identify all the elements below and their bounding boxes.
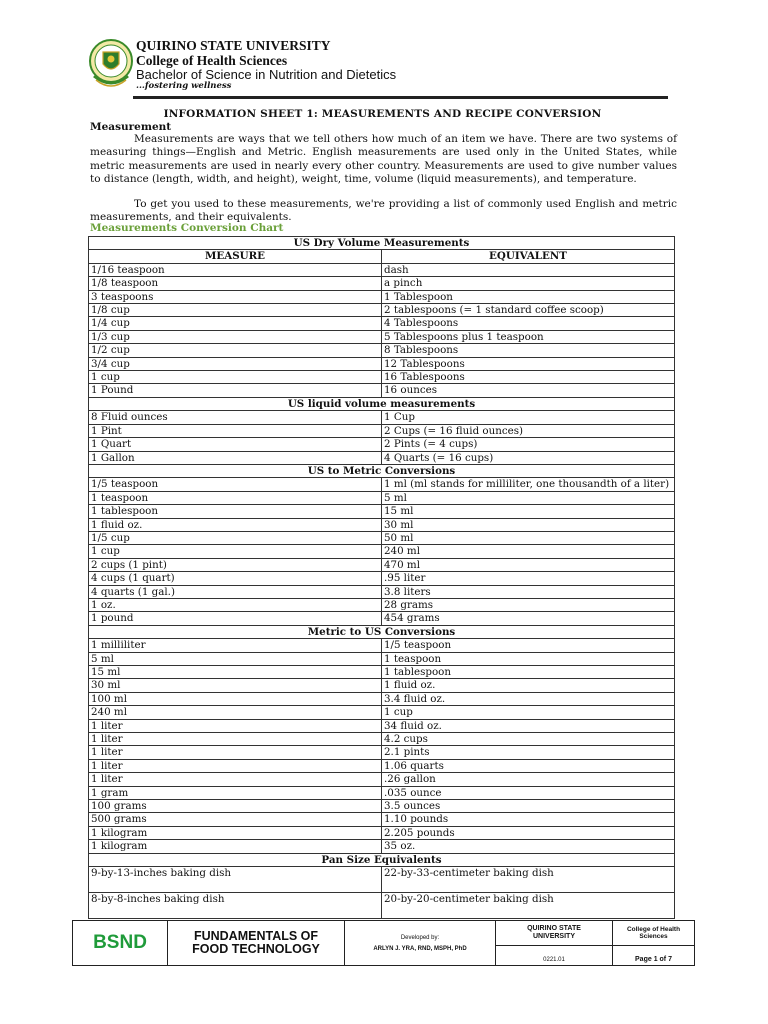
developed-by-label: Developed by: bbox=[400, 934, 440, 941]
table-row bbox=[89, 572, 675, 585]
measure-cell: 8 Fluid ounces bbox=[89, 411, 382, 424]
equivalent-cell: 28 grams bbox=[382, 598, 675, 611]
program-name: Bachelor of Science in Nutrition and Dietetics bbox=[136, 67, 397, 82]
table-row bbox=[89, 371, 675, 384]
equivalent-cell: dash bbox=[382, 263, 675, 276]
equivalent-cell: .035 ounce bbox=[382, 786, 675, 799]
table-row bbox=[89, 746, 675, 759]
table-row bbox=[89, 719, 675, 732]
measure-cell: 1 gram bbox=[89, 786, 382, 799]
college-name: College of Health Sciences bbox=[136, 53, 288, 68]
table-row bbox=[89, 759, 675, 772]
table-row bbox=[89, 304, 675, 317]
section-header-row bbox=[89, 397, 675, 410]
measure-column-header: MEASURE bbox=[89, 250, 382, 263]
table-row bbox=[89, 813, 675, 826]
table-row bbox=[89, 451, 675, 464]
table-row bbox=[89, 545, 675, 558]
footer-university-line2: UNIVERSITY bbox=[532, 933, 575, 940]
footer-table bbox=[72, 920, 695, 966]
table-row bbox=[89, 867, 675, 893]
equivalent-cell: 1.10 pounds bbox=[382, 813, 675, 826]
table-row bbox=[89, 344, 675, 357]
measure-cell: 9-by-13-inches baking dish bbox=[89, 867, 382, 893]
section-title: Pan Size Equivalents bbox=[89, 853, 675, 866]
developer-cell bbox=[345, 921, 496, 966]
section-header-row bbox=[89, 464, 675, 477]
equivalent-cell: 20-by-20-centimeter baking dish bbox=[382, 893, 675, 919]
equivalent-cell: 1 fluid oz. bbox=[382, 679, 675, 692]
program-code-cell bbox=[73, 921, 168, 966]
equivalent-cell: 1 teaspoon bbox=[382, 652, 675, 665]
measure-cell: 1 teaspoon bbox=[89, 491, 382, 504]
course-title-line2: FOOD TECHNOLOGY bbox=[192, 942, 320, 956]
measure-cell: 1 cup bbox=[89, 545, 382, 558]
equivalent-cell: 8 Tablespoons bbox=[382, 344, 675, 357]
measure-cell: 15 ml bbox=[89, 666, 382, 679]
table-row bbox=[89, 652, 675, 665]
table-row bbox=[89, 706, 675, 719]
table-row bbox=[89, 893, 675, 919]
measure-cell: 30 ml bbox=[89, 679, 382, 692]
measure-cell: 1 cup bbox=[89, 371, 382, 384]
equivalent-cell: 2.1 pints bbox=[382, 746, 675, 759]
table-row bbox=[89, 531, 675, 544]
footer-university-line1: QUIRINO STATE bbox=[527, 925, 581, 932]
header-divider bbox=[133, 96, 668, 99]
university-name: QUIRINO STATE UNIVERSITY bbox=[136, 38, 331, 53]
measure-cell: 1 pound bbox=[89, 612, 382, 625]
equivalent-cell: 1 tablespoon bbox=[382, 666, 675, 679]
equivalent-cell: 3.4 fluid oz. bbox=[382, 692, 675, 705]
equivalent-cell: 240 ml bbox=[382, 545, 675, 558]
equivalent-cell: 12 Tablespoons bbox=[382, 357, 675, 370]
equivalent-cell: 50 ml bbox=[382, 531, 675, 544]
program-code: BSND bbox=[93, 932, 147, 953]
equivalent-cell: 16 Tablespoons bbox=[382, 371, 675, 384]
measure-cell: 1 Pint bbox=[89, 424, 382, 437]
measure-cell: 1 Quart bbox=[89, 438, 382, 451]
footer-college-line1: College of Health bbox=[626, 925, 681, 933]
equivalent-cell: .95 liter bbox=[382, 572, 675, 585]
table-row bbox=[89, 277, 675, 290]
measure-cell: 1 liter bbox=[89, 773, 382, 786]
measure-cell: 1 liter bbox=[89, 759, 382, 772]
section-heading: Measurement bbox=[90, 121, 172, 133]
measure-cell: 1 Gallon bbox=[89, 451, 382, 464]
equivalent-cell: 2 Pints (= 4 cups) bbox=[382, 438, 675, 451]
measure-cell: 1 liter bbox=[89, 733, 382, 746]
table-row bbox=[89, 692, 675, 705]
table-row bbox=[89, 826, 675, 839]
table-row bbox=[89, 612, 675, 625]
table-row bbox=[89, 478, 675, 491]
table-row bbox=[89, 290, 675, 303]
table-row bbox=[89, 330, 675, 343]
measure-cell: 1/16 teaspoon bbox=[89, 263, 382, 276]
equivalent-cell: 4.2 cups bbox=[382, 733, 675, 746]
table-row bbox=[89, 598, 675, 611]
measure-cell: 1 fluid oz. bbox=[89, 518, 382, 531]
equivalent-cell: 1 Cup bbox=[382, 411, 675, 424]
university-seal-logo bbox=[88, 36, 134, 94]
table-row bbox=[89, 438, 675, 451]
table-row bbox=[89, 505, 675, 518]
table-row bbox=[89, 840, 675, 853]
section-title: Metric to US Conversions bbox=[89, 625, 675, 638]
page-number-cell bbox=[613, 946, 695, 966]
table-row bbox=[89, 786, 675, 799]
table-row bbox=[89, 558, 675, 571]
intro-paragraph-2: To get you used to these measurements, we're providing a list of commonly used English and metric measurements, and their equivalents. bbox=[90, 198, 677, 224]
equivalent-cell: 2.205 pounds bbox=[382, 826, 675, 839]
measure-cell: 100 grams bbox=[89, 800, 382, 813]
university-cell bbox=[496, 921, 613, 946]
equivalent-cell: 2 tablespoons (= 1 standard coffee scoop) bbox=[382, 304, 675, 317]
footer-college-line2: Sciences bbox=[639, 933, 668, 940]
equivalent-cell: 4 Tablespoons bbox=[382, 317, 675, 330]
measure-cell: 1/8 teaspoon bbox=[89, 277, 382, 290]
section-header-row bbox=[89, 853, 675, 866]
equivalent-cell: 3.8 liters bbox=[382, 585, 675, 598]
measure-cell: 240 ml bbox=[89, 706, 382, 719]
equivalent-cell: 3.5 ounces bbox=[382, 800, 675, 813]
table-row bbox=[89, 384, 675, 397]
chart-heading: Measurements Conversion Chart bbox=[90, 222, 284, 234]
measure-cell: 1 Pound bbox=[89, 384, 382, 397]
table-row bbox=[89, 263, 675, 276]
section-title: US to Metric Conversions bbox=[89, 464, 675, 477]
equivalent-cell: 1.06 quarts bbox=[382, 759, 675, 772]
measure-cell: 1/8 cup bbox=[89, 304, 382, 317]
equivalent-cell: 1/5 teaspoon bbox=[382, 639, 675, 652]
table-row bbox=[89, 411, 675, 424]
equivalent-cell: a pinch bbox=[382, 277, 675, 290]
measure-cell: 5 ml bbox=[89, 652, 382, 665]
tagline: ...fostering wellness bbox=[136, 81, 232, 91]
table-row bbox=[89, 666, 675, 679]
equivalent-cell: 34 fluid oz. bbox=[382, 719, 675, 732]
document-code: 0221.01 bbox=[543, 957, 565, 963]
table-row bbox=[89, 424, 675, 437]
measure-cell: 1 kilogram bbox=[89, 826, 382, 839]
equivalent-cell: 1 cup bbox=[382, 706, 675, 719]
measure-cell: 1 milliliter bbox=[89, 639, 382, 652]
measure-cell: 500 grams bbox=[89, 813, 382, 826]
equivalent-cell: 5 Tablespoons plus 1 teaspoon bbox=[382, 330, 675, 343]
table-row bbox=[89, 679, 675, 692]
equivalent-cell: .26 gallon bbox=[382, 773, 675, 786]
developer-name: ARLYN J. YRA, RND, MSPH, PhD bbox=[373, 945, 467, 952]
equivalent-cell: 16 ounces bbox=[382, 384, 675, 397]
table-row bbox=[89, 317, 675, 330]
equivalent-column-header: EQUIVALENT bbox=[382, 250, 675, 263]
measure-cell: 1/3 cup bbox=[89, 330, 382, 343]
table-row bbox=[89, 800, 675, 813]
section-title: US Dry Volume Measurements bbox=[89, 237, 675, 250]
measure-cell: 1 liter bbox=[89, 746, 382, 759]
equivalent-cell: 15 ml bbox=[382, 505, 675, 518]
course-title-line1: FUNDAMENTALS OF bbox=[193, 929, 319, 943]
equivalent-cell: 22-by-33-centimeter baking dish bbox=[382, 867, 675, 893]
equivalent-cell: 470 ml bbox=[382, 558, 675, 571]
column-header-row bbox=[89, 250, 675, 263]
table-row bbox=[89, 491, 675, 504]
measure-cell: 1/5 cup bbox=[89, 531, 382, 544]
measure-cell: 1/5 teaspoon bbox=[89, 478, 382, 491]
doc-code-cell bbox=[496, 946, 613, 966]
equivalent-cell: 1 Tablespoon bbox=[382, 290, 675, 303]
equivalent-cell: 2 Cups (= 16 fluid ounces) bbox=[382, 424, 675, 437]
measure-cell: 1 liter bbox=[89, 719, 382, 732]
equivalent-cell: 30 ml bbox=[382, 518, 675, 531]
measure-cell: 3/4 cup bbox=[89, 357, 382, 370]
measure-cell: 2 cups (1 pint) bbox=[89, 558, 382, 571]
section-header-row bbox=[89, 237, 675, 250]
measure-cell: 3 teaspoons bbox=[89, 290, 382, 303]
table-row bbox=[89, 357, 675, 370]
equivalent-cell: 454 grams bbox=[382, 612, 675, 625]
measure-cell: 1/2 cup bbox=[89, 344, 382, 357]
equivalent-cell: 5 ml bbox=[382, 491, 675, 504]
table-row bbox=[89, 773, 675, 786]
table-row bbox=[89, 639, 675, 652]
measure-cell: 1 tablespoon bbox=[89, 505, 382, 518]
equivalent-cell: 35 oz. bbox=[382, 840, 675, 853]
measure-cell: 4 quarts (1 gal.) bbox=[89, 585, 382, 598]
measure-cell: 8-by-8-inches baking dish bbox=[89, 893, 382, 919]
equivalent-cell: 4 Quarts (= 16 cups) bbox=[382, 451, 675, 464]
measure-cell: 1/4 cup bbox=[89, 317, 382, 330]
page-title: INFORMATION SHEET 1: MEASUREMENTS AND RECIPE CONVERSION bbox=[163, 108, 602, 120]
measure-cell: 1 kilogram bbox=[89, 840, 382, 853]
measure-cell: 4 cups (1 quart) bbox=[89, 572, 382, 585]
table-row bbox=[89, 733, 675, 746]
intro-paragraph: Measurements are ways that we tell others how much of an item we have. There are two systems of measuring things—English and Metric. English measurements are used only in the United States, while metric measurements are used in nearly every other country. Measurements are used to give number values to distance (length, width, and height), weight, time, volume (liquid measurements), and temperature. bbox=[90, 133, 677, 185]
measure-cell: 100 ml bbox=[89, 692, 382, 705]
page-number: Page 1 of 7 bbox=[635, 956, 672, 963]
section-title: US liquid volume measurements bbox=[89, 397, 675, 410]
course-title-cell bbox=[168, 921, 345, 966]
measure-cell: 1 oz. bbox=[89, 598, 382, 611]
college-cell bbox=[613, 921, 695, 946]
table-row bbox=[89, 585, 675, 598]
equivalent-cell: 1 ml (ml stands for milliliter, one thousandth of a liter) bbox=[382, 478, 675, 491]
section-header-row bbox=[89, 625, 675, 638]
conversion-table bbox=[88, 236, 675, 919]
table-row bbox=[89, 518, 675, 531]
